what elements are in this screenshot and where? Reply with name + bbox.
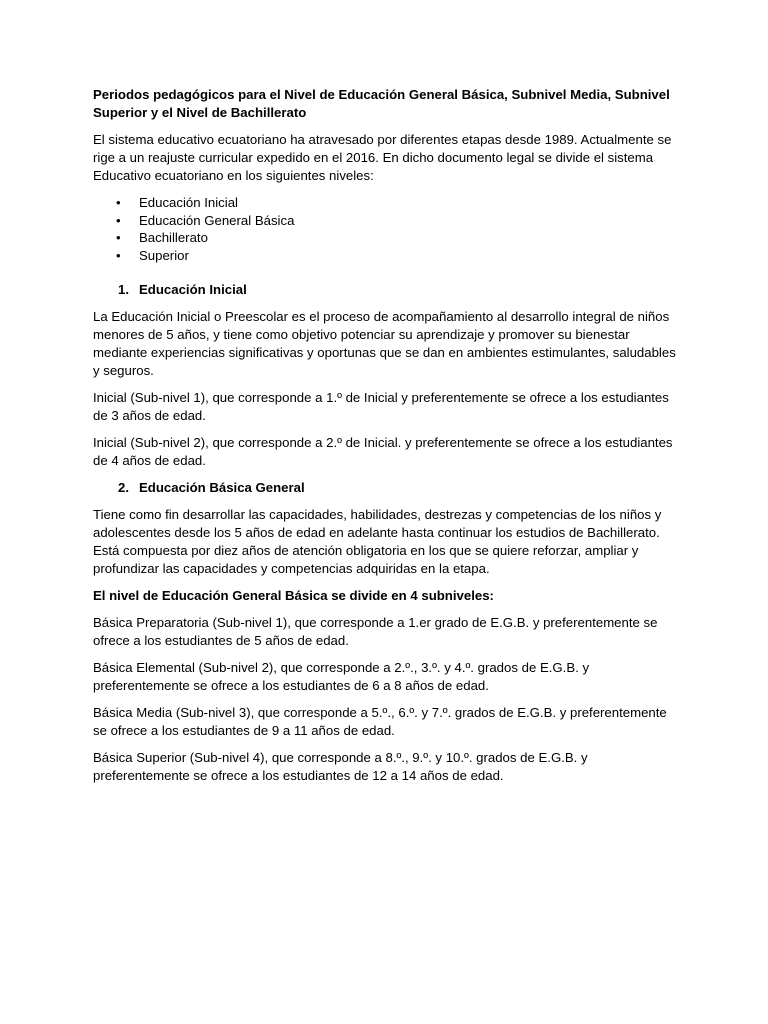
- subnivel-paragraph: Básica Media (Sub-nivel 3), que corresponde a 5.º., 6.º. y 7.º. grados de E.G.B. y preferentemente se ofrece a los estudiantes de 9 a 11 años de edad.: [93, 705, 667, 738]
- subnivel-paragraph: Básica Superior (Sub-nivel 4), que corresponde a 8.º., 9.º. y 10.º. grados de E.G.B. y preferentemente se ofrece a los estudiantes de 12 a 14 años de edad.: [93, 750, 588, 783]
- section-2-paragraph: Tiene como fin desarrollar las capacidades, habilidades, destrezas y competencias de los niños y adolescentes desde los 5 años de edad en adelante hasta continuar los estudios de Bachillerato. Está compuesta por diez años de atención obligatoria en los que se quiere reforzar, ampliar y profundizar las capacidades y competencias adquiridas en la etapa.: [93, 507, 662, 576]
- section-2-title: Educación Básica General: [139, 480, 305, 495]
- list-item: [93, 194, 683, 212]
- levels-list: [93, 194, 683, 264]
- list-item: [93, 247, 683, 265]
- section-1-heading: [93, 281, 683, 299]
- subnivel-paragraph: Básica Preparatoria (Sub-nivel 1), que corresponde a 1.er grado de E.G.B. y preferentemente se ofrece a los estudiantes de 5 años de edad.: [93, 615, 658, 648]
- level-label: Educación Inicial: [139, 195, 238, 210]
- section-1-number: 1.: [118, 282, 129, 297]
- document-page: [93, 86, 683, 794]
- subnivel-paragraph: Básica Elemental (Sub-nivel 2), que corresponde a 2.º., 3.º. y 4.º. grados de E.G.B. y preferentemente se ofrece a los estudiantes de 6 a 8 años de edad.: [93, 660, 590, 693]
- level-label: Educación General Básica: [139, 212, 295, 228]
- section-1-paragraph: Inicial (Sub-nivel 2), que corresponde a 2.º de Inicial. y preferentemente se ofrece a los estudiantes de 4 años de edad.: [93, 435, 673, 468]
- section-1-paragraph: Inicial (Sub-nivel 1), que corresponde a 1.º de Inicial y preferentemente se ofrece a los estudiantes de 3 años de edad.: [93, 390, 669, 423]
- bullet-icon: •: [116, 247, 121, 263]
- bullet-icon: •: [116, 230, 121, 245]
- section-1-title: Educación Inicial: [139, 282, 247, 297]
- list-item: [93, 212, 683, 230]
- bullet-icon: •: [116, 212, 121, 228]
- section-2-heading: [93, 479, 683, 497]
- section-2-number: 2.: [118, 480, 129, 495]
- section-2-subheading: El nivel de Educación General Básica se divide en 4 subniveles:: [93, 588, 494, 603]
- level-label: Bachillerato: [139, 230, 208, 245]
- list-item: [93, 229, 683, 247]
- section-1-paragraph: La Educación Inicial o Preescolar es el proceso de acompañamiento al desarrollo integral de niños menores de 5 años, y tiene como objetivo potenciar su aprendizaje y promover su bienestar mediante experiencias significativas y oportunas que se dan en ambientes estimulantes, saludables y seguros.: [93, 309, 676, 378]
- document-title: Periodos pedagógicos para el Nivel de Educación General Básica, Subnivel Media, Subnivel Superior y el Nivel de Bachillerato: [93, 87, 670, 120]
- bullet-icon: •: [116, 195, 121, 210]
- intro-paragraph: El sistema educativo ecuatoriano ha atravesado por diferentes etapas desde 1989. Actualmente se rige a un reajuste curricular expedido en el 2016. En dicho documento legal se divide el sistema Educativo ecuatoriano en los siguientes niveles:: [93, 132, 672, 183]
- level-label: Superior: [139, 247, 189, 263]
